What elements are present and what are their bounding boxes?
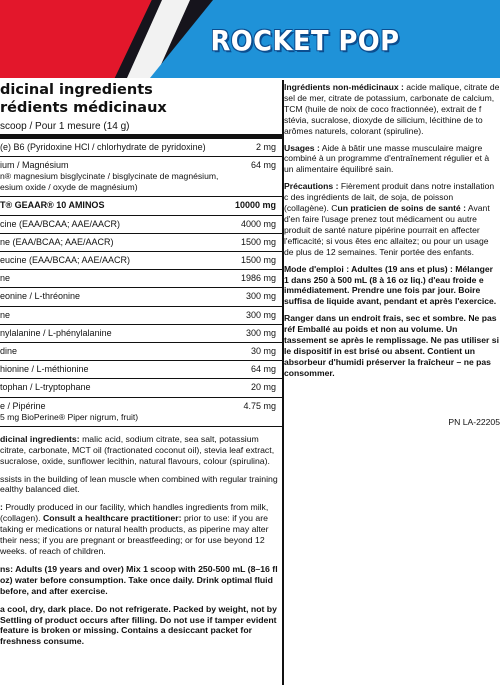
ingredient-row	[0, 379, 282, 397]
ingredient-name: dine	[0, 346, 18, 357]
ingredient-row	[0, 252, 282, 270]
ingredient-amount: 4.75 mg	[243, 400, 276, 411]
ingredient-name-block	[0, 346, 226, 357]
ingredient-row	[0, 343, 282, 361]
ingredient-name-block	[0, 160, 226, 193]
ingredient-amount: 2 mg	[255, 142, 276, 152]
ingredient-row	[0, 361, 282, 379]
medicinal-heading-fr: rédients médicinaux	[0, 100, 167, 116]
ingredient-row	[0, 197, 282, 215]
ingredient-amount: 20 mg	[250, 382, 276, 393]
directions-en: ns: Adults (19 years and over) Mix 1 scoop with 250-500 mL (8–16 fl oz) water before consumption. Take once daily. Drink optimal fluid before, and after exercise.	[0, 563, 278, 596]
storage-en: a cool, dry, dark place. Do not refrigerate. Packed by weight, not by Settling of product occurs after filling. Do not use if tamper evident feature is broken or missing. Contains a desiccant packet for freshness consume.	[0, 603, 277, 647]
ingredient-name: cine (EAA/BCAA; AAE/AACR)	[0, 218, 121, 229]
ingredient-name-block	[0, 328, 226, 339]
ingredient-name: hionine / L-méthionine	[0, 364, 89, 375]
supplement-facts-panel	[0, 80, 282, 685]
ingredient-name-block	[0, 401, 226, 423]
ingredient-amount: 300 mg	[245, 291, 276, 302]
ingredient-name: (e) B6 (Pyridoxine HCl / chlorhydrate de pyridoxine)	[0, 142, 206, 152]
ingredient-amount: 300 mg	[245, 309, 276, 320]
ingredient-amount: 300 mg	[245, 327, 276, 338]
ingredient-amount: 64 mg	[250, 160, 276, 171]
ingredient-row	[0, 270, 282, 288]
ingredient-source: 5 mg BioPerine® Piper nigrum, fruit)	[0, 411, 139, 422]
ingredient-name: tophan / L-tryptophane	[0, 382, 91, 393]
storage-fr: Ranger dans un endroit frais, sec et sombre. Ne pas réf Emballé au poids et non au volume. Un tassement se après le remplissage. Ne pas utiliser si le dispositif in est brisé ou absent. Contient un absorbeur d'humidi préserver la fraîcheur – ne pas consommer.	[284, 313, 499, 378]
ingredient-name-block	[0, 255, 226, 266]
ingredient-name: eonine / L-thréonine	[0, 291, 81, 302]
ingredient-name-block	[0, 273, 226, 284]
ingredient-name-block	[0, 200, 226, 211]
directions-fr: Mode d'emploi : Adultes (19 ans et plus) : Mélanger 1 dans 250 à 500 mL (8 à 16 oz liq.) d'eau froide e immédiatement. Prendre une fois par jour. Boire suffisa de liquide avant, pendant et après l'exercice.	[284, 263, 497, 307]
product-title: ROCKET POP	[210, 24, 400, 57]
ingredient-name-block	[0, 310, 226, 321]
ingredient-name: ne	[0, 309, 11, 320]
ingredient-name-block	[0, 364, 226, 375]
ingredient-row	[0, 234, 282, 252]
ingredient-amount: 4000 mg	[240, 218, 276, 229]
ingredient-amount: 10000 mg	[234, 200, 276, 211]
ingredient-name-block	[0, 237, 226, 248]
caution-fr: Précautions : Fièrement produit dans notre installation c des ingrédients de lait, de soja, de poisson (collagène). Cun praticien de soins de santé : Avant d'en faire l'usage prenez tout médicament ou autre produit de santé nature pipérine pourrait en affecter l'efficacité; si vous êtes enc allaitez; ou pour un usage de plus de 12 semaines. Tenir portée des enfants.	[284, 181, 495, 257]
ingredient-name-block	[0, 291, 226, 302]
ingredient-row	[0, 307, 282, 325]
ingredient-source: n® magnesium bisglycinate / bisglycinate de magnésium,	[0, 171, 219, 182]
ingredient-name: ium / Magnésium	[0, 160, 69, 171]
ingredient-amount: 1500 mg	[240, 236, 276, 247]
ingredient-row	[0, 325, 282, 343]
ingredient-name: ne	[0, 273, 11, 284]
ingredient-amount: 1500 mg	[240, 255, 276, 266]
ingredient-name: T® GEAAR® 10 AMINOS	[0, 200, 105, 211]
use-en: ssists in the building of lean muscle when combined with regular training ealthy balanced diet.	[0, 473, 278, 495]
ingredient-name: nylalanine / L-phénylalanine	[0, 327, 112, 338]
ingredient-amount: 30 mg	[250, 346, 276, 357]
ingredient-row	[0, 216, 282, 234]
ingredient-name-block	[0, 142, 226, 153]
product-number: PN LA-22205	[448, 416, 500, 427]
ingredient-row	[0, 398, 282, 427]
ingredient-source: esium oxide / oxyde de magnésium)	[0, 182, 138, 193]
ingredient-amount: 64 mg	[250, 364, 276, 375]
ingredient-name: ne (EAA/BCAA; AAE/AACR)	[0, 236, 114, 247]
medicinal-heading-en: dicinal ingredients	[0, 82, 153, 98]
nonmedicinal-en: dicinal ingredients: malic acid, sodium citrate, sea salt, potassium citrate, carbonate, MCT oil (fractionated coconut oil), stevia leaf extract, sucralose, oxide, sunflower lecithin, natural flavours, colour (spirulina).	[0, 433, 275, 466]
ingredient-amount: 1986 mg	[240, 273, 276, 284]
product-banner	[0, 0, 500, 78]
serving-size: scoop / Pour 1 mesure (14 g)	[0, 121, 130, 132]
ingredient-name: eucine (EAA/BCAA; AAE/AACR)	[0, 255, 131, 266]
ingredient-table	[0, 139, 282, 427]
caution-en: : Proudly produced in our facility, which handles ingredients from milk, (collagen). Consult a healthcare practitioner: prior to use: if you are taking er medications or natural health products, as piperine may alter their ness; if you are pregnant or breastfeeding; or for use beyond 12 weeks. of reach of children.	[0, 502, 269, 556]
ingredient-name: e / Pipérine	[0, 400, 46, 411]
use-fr: Usages : Aide à bâtir une masse musculaire maigre combiné à un programme d'entraînement régulier et à un alimentaire équilibré sain.	[284, 142, 490, 175]
ingredient-name-block	[0, 219, 226, 230]
french-text-panel	[284, 80, 500, 685]
ingredient-row	[0, 157, 282, 197]
nonmedicinal-fr: Ingrédients non-médicinaux : acide malique, citrate de sel de mer, citrate de potassium, carbonate de calcium, TCM (huile de noix de coco fractionnée), extrait de f stévia, sucralose, dioxyde de silicium, lécithine de to arômes naturels, colorant (spiruline).	[284, 82, 500, 136]
ingredient-row	[0, 288, 282, 306]
ingredient-name-block	[0, 382, 226, 393]
ingredient-row	[0, 139, 282, 157]
